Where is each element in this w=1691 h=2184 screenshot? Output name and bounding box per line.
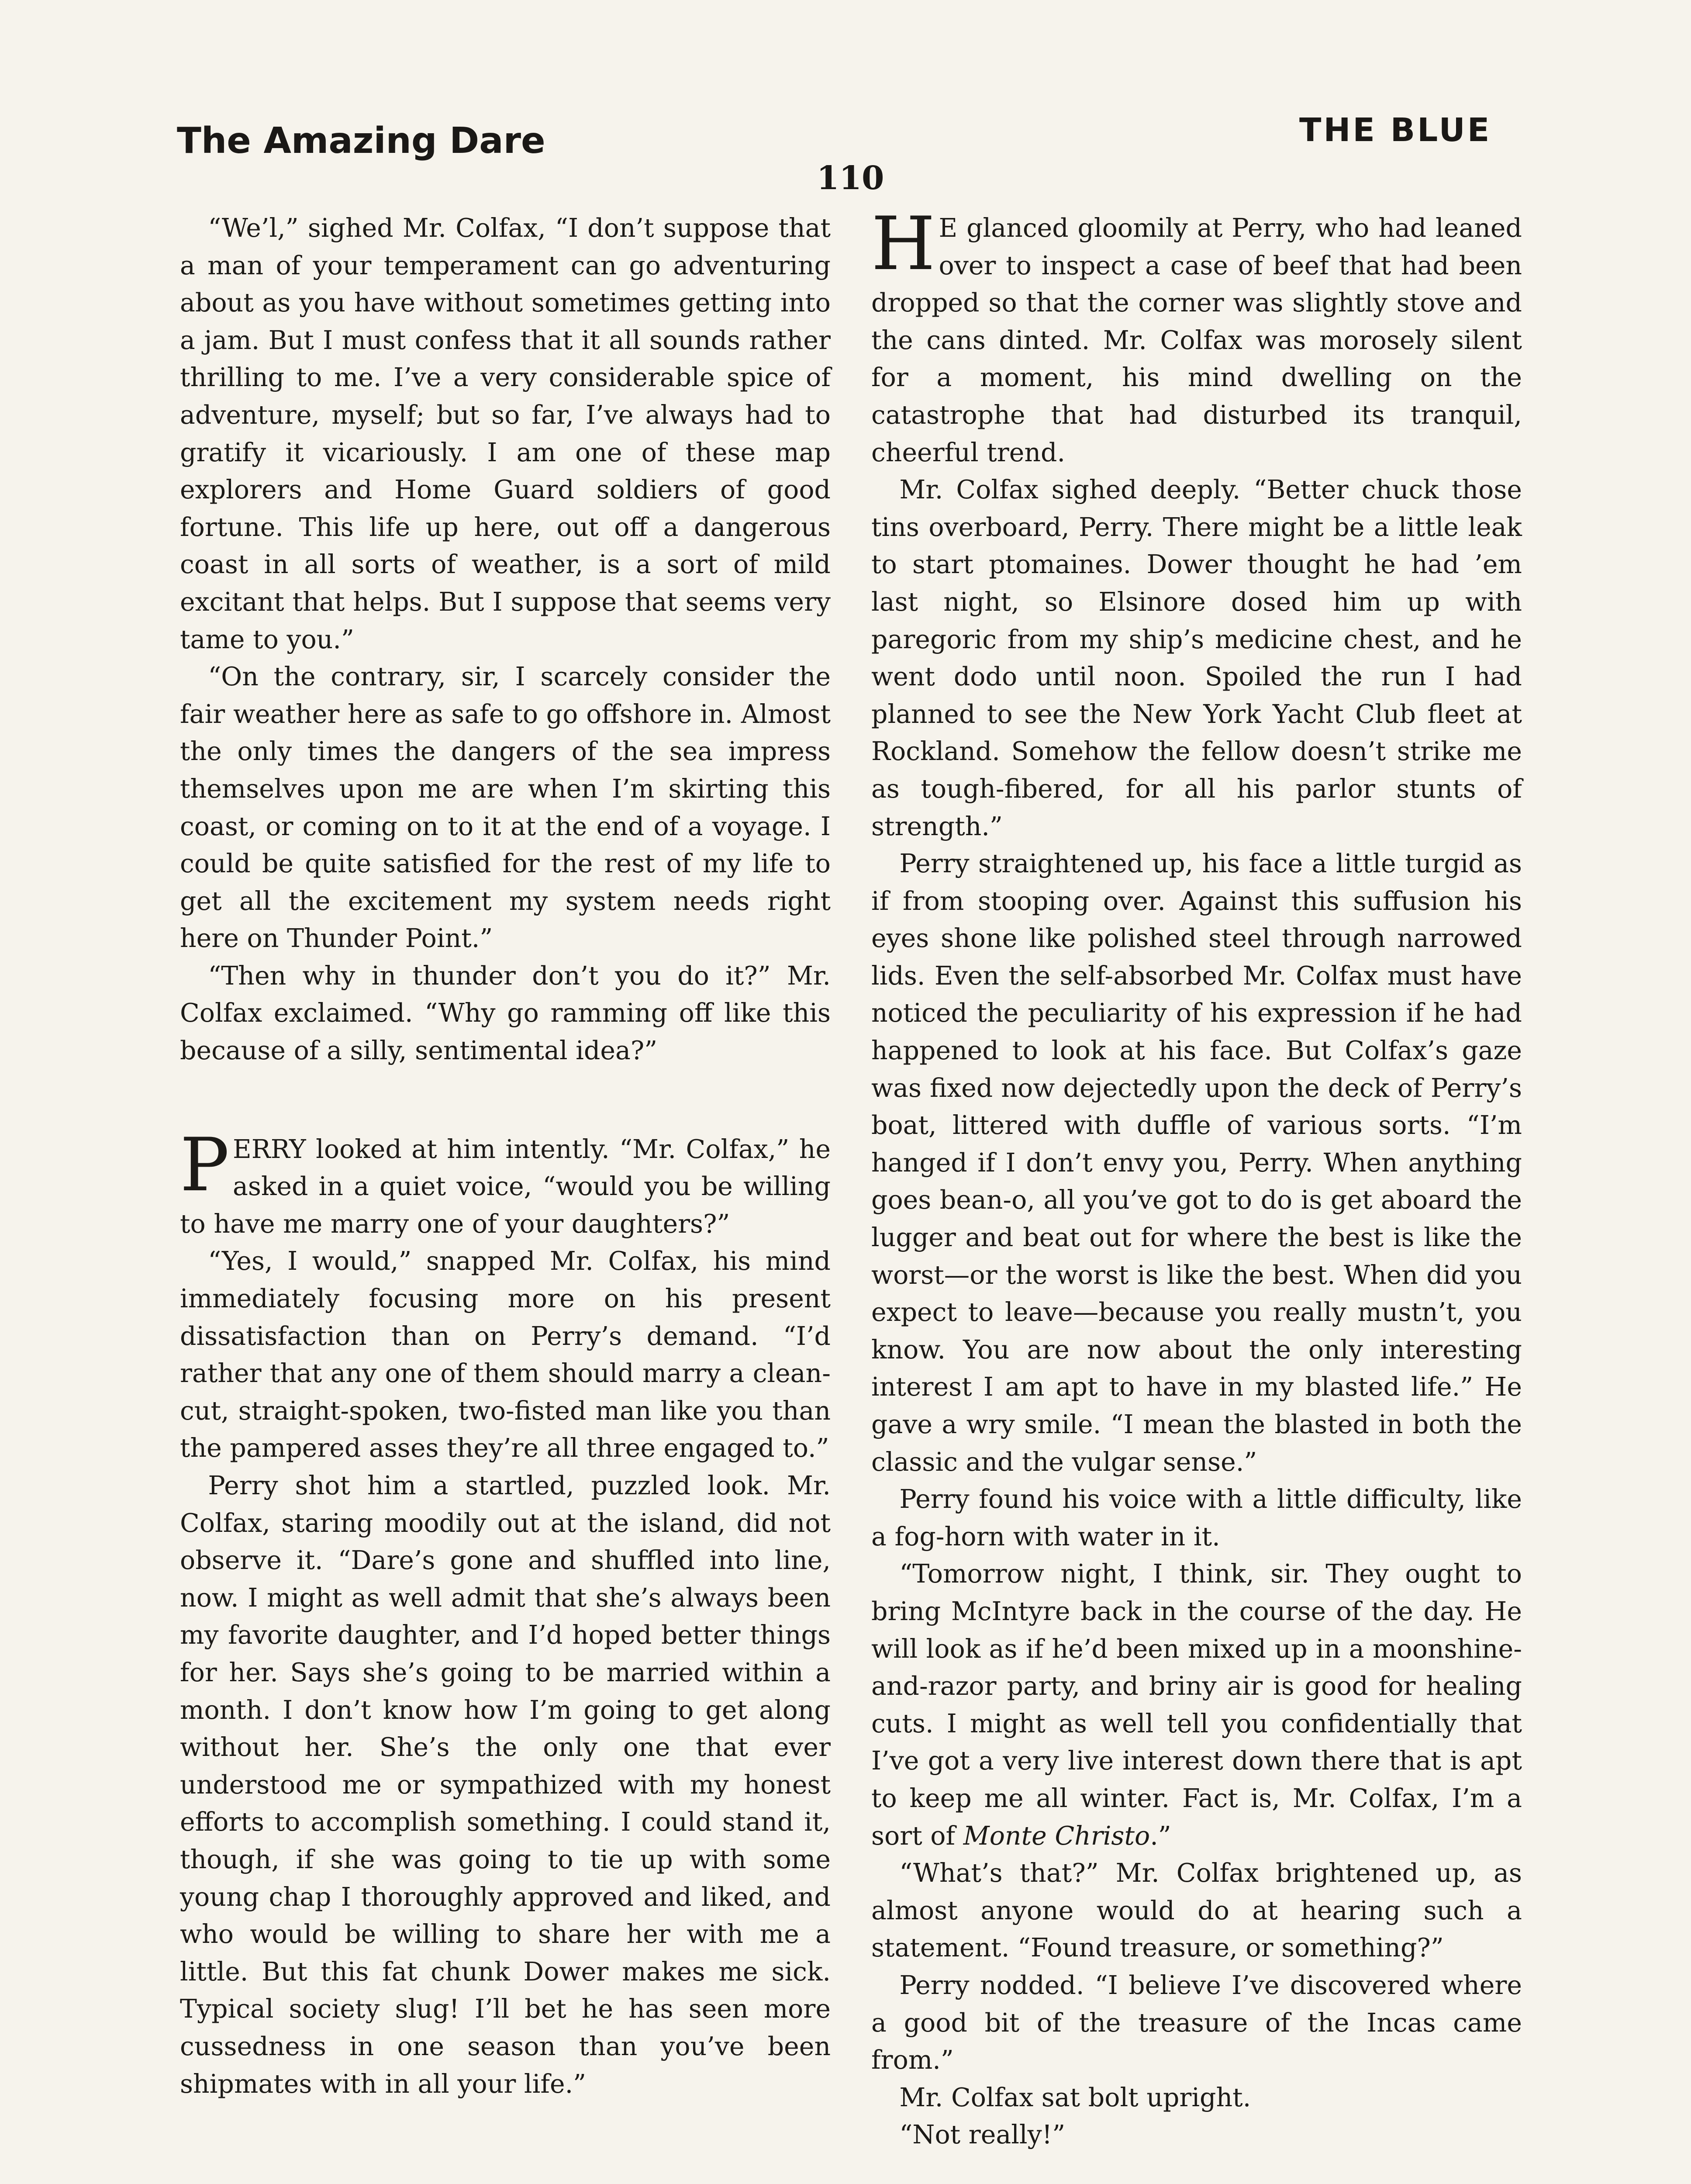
paragraph: “On the contrary, sir, I scarcely consider the fair weather here as safe to go offshore in. Almost the only times the dangers of the sea impress themselves upon me are when I’m skirting this coast, or coming on to it at the end of a voyage. I could be quite satisfied for the rest of my life to get all the excitement my system needs right here on Thunder Point.” (180, 662, 831, 954)
drop-cap: P (180, 1122, 230, 1208)
paragraph: Perry straightened up, his face a little turgid as if from stooping over. Against this suffusion his eyes shone like polished steel through narrowed lids. Even the self-absorbed Mr. Colfax must have noticed the peculiarity of his expression if he had happened to look at his face. But Colfax’s gaze was fixed now dejectedly upon the deck of Perry’s boat, littered with duffle of various sorts. “I’m hanged if I don’t envy you, Perry. When anything goes bean-o, all you’ve got to do is get aboard the lugger and beat out for where the best is like the worst—or the worst is like the best. When did you expect to leave—because you really mustn’t, you know. You are now about the only interesting interest I am apt to have in my blasted life.” He gave a wry smile. “I mean the blasted in both the classic and the vulgar sense.” (871, 849, 1522, 1477)
paragraph: Mr. Colfax sighed deeply. “Better chuck those tins overboard, Perry. There might be a little leak to start ptomaines. Dower thought he had ’em last night, so Elsinore dosed him up with paregoric from my ship’s medicine chest, and he went dodo until noon. Spoiled the run I had planned to see the New York Yacht Club fleet at Rockland. Somehow the fellow doesn’t strike me as tough-fibered, for all his parlor stunts of strength.” (871, 475, 1522, 841)
paragraph: Perry found his voice with a little difficulty, like a fog-horn with water in it. (871, 1484, 1522, 1552)
drop-cap: H (871, 201, 935, 287)
magazine-title: THE BLUE (1299, 111, 1492, 149)
paragraph: “Yes, I would,” snapped Mr. Colfax, his mind immediately focusing more on his present dissatisfaction than on Perry’s demand. “I’d rather that any one of them should marry a clean-cut, straight-spoken, two-fisted man like you than the pampered asses they’re all three engaged to.” (180, 1246, 831, 1463)
section-opening-paragraph (180, 1122, 831, 1243)
right-column (871, 201, 1522, 2154)
paragraph: “We’l,” sighed Mr. Colfax, “I don’t suppose that a man of your temperament can go adventuring about as you have without sometimes getting into a jam. But I must confess that it all sounds rather thrilling to me. I’ve a very considerable spice of adventure, myself; but so far, I’ve always had to gratify it vicariously. I am one of these map explorers and Home Guard soldiers of good fortune. This life up here, out off a dangerous coast in all sorts of weather, is a sort of mild excitant that helps. But I suppose that seems very tame to you.” (180, 213, 831, 654)
section-opening-paragraph (871, 201, 1522, 471)
paragraph-text: ERRY looked at him intently. “Mr. Colfax,” he asked in a quiet voice, “would you be willing to have me marry one of your daughters?” (180, 1134, 831, 1239)
story-title: The Amazing Dare (177, 120, 545, 162)
paragraph-text-end: .” (1150, 1821, 1171, 1851)
book-title-italic: Monte Christo (963, 1821, 1150, 1851)
paragraph-text: “Tomorrow night, I think, sir. They ought to bring McIntyre back in the course of the day. He will look as if he’d been mixed up in a moonshine-and-razor party, and briny air is good for healing cuts. I might as well tell you confidentially that I’ve got a very live interest down there that is apt to keep me all winter. Fact is, Mr. Colfax, I’m a sort of (871, 1559, 1522, 1851)
paragraph: “Not really!” (899, 2120, 1066, 2150)
paragraph-text: E glanced gloomily at Perry, who had leaned over to inspect a case of beef that had been dropped so that the corner was slightly stove and the cans dinted. Mr. Colfax was morosely silent for a moment, his mind dwelling on the catastrophe that had disturbed its tranquil, cheerful trend. (871, 213, 1522, 467)
paragraph (871, 1555, 1522, 1855)
paragraph: “What’s that?” Mr. Colfax brightened up, as almost anyone would do at hearing such a statement. “Found treasure, or something?” (871, 1858, 1522, 1963)
left-column (180, 210, 831, 2103)
paragraph: Perry nodded. “I believe I’ve discovered where a good bit of the treasure of the Incas came from.” (871, 1970, 1522, 2075)
paragraph: Perry shot him a startled, puzzled look. Mr. Colfax, staring moodily out at the island, did not observe it. “Dare’s gone and shuffled into line, now. I might as well admit that she’s always been my favorite daughter, and I’d hoped better things for her. Says she’s going to be married within a month. I don’t know how I’m going to get along without her. She’s the only one that ever understood me or sympathized with my honest efforts to accomplish something. I could stand it, though, if she was going to tie up with some young chap I thoroughly approved and liked, and who would be willing to share her with me a little. But this fat chunk Dower makes me sick. Typical society slug! I’ll bet he has seen more cussedness in one season than you’ve been shipmates with in all your life.” (180, 1471, 831, 2099)
page-number: 110 (817, 159, 884, 197)
paragraph: “Then why in thunder don’t you do it?” Mr. Colfax exclaimed. “Why go ramming off like this because of a silly, sentimental idea?” (180, 961, 831, 1066)
paragraph: Mr. Colfax sat bolt upright. (899, 2082, 1251, 2112)
